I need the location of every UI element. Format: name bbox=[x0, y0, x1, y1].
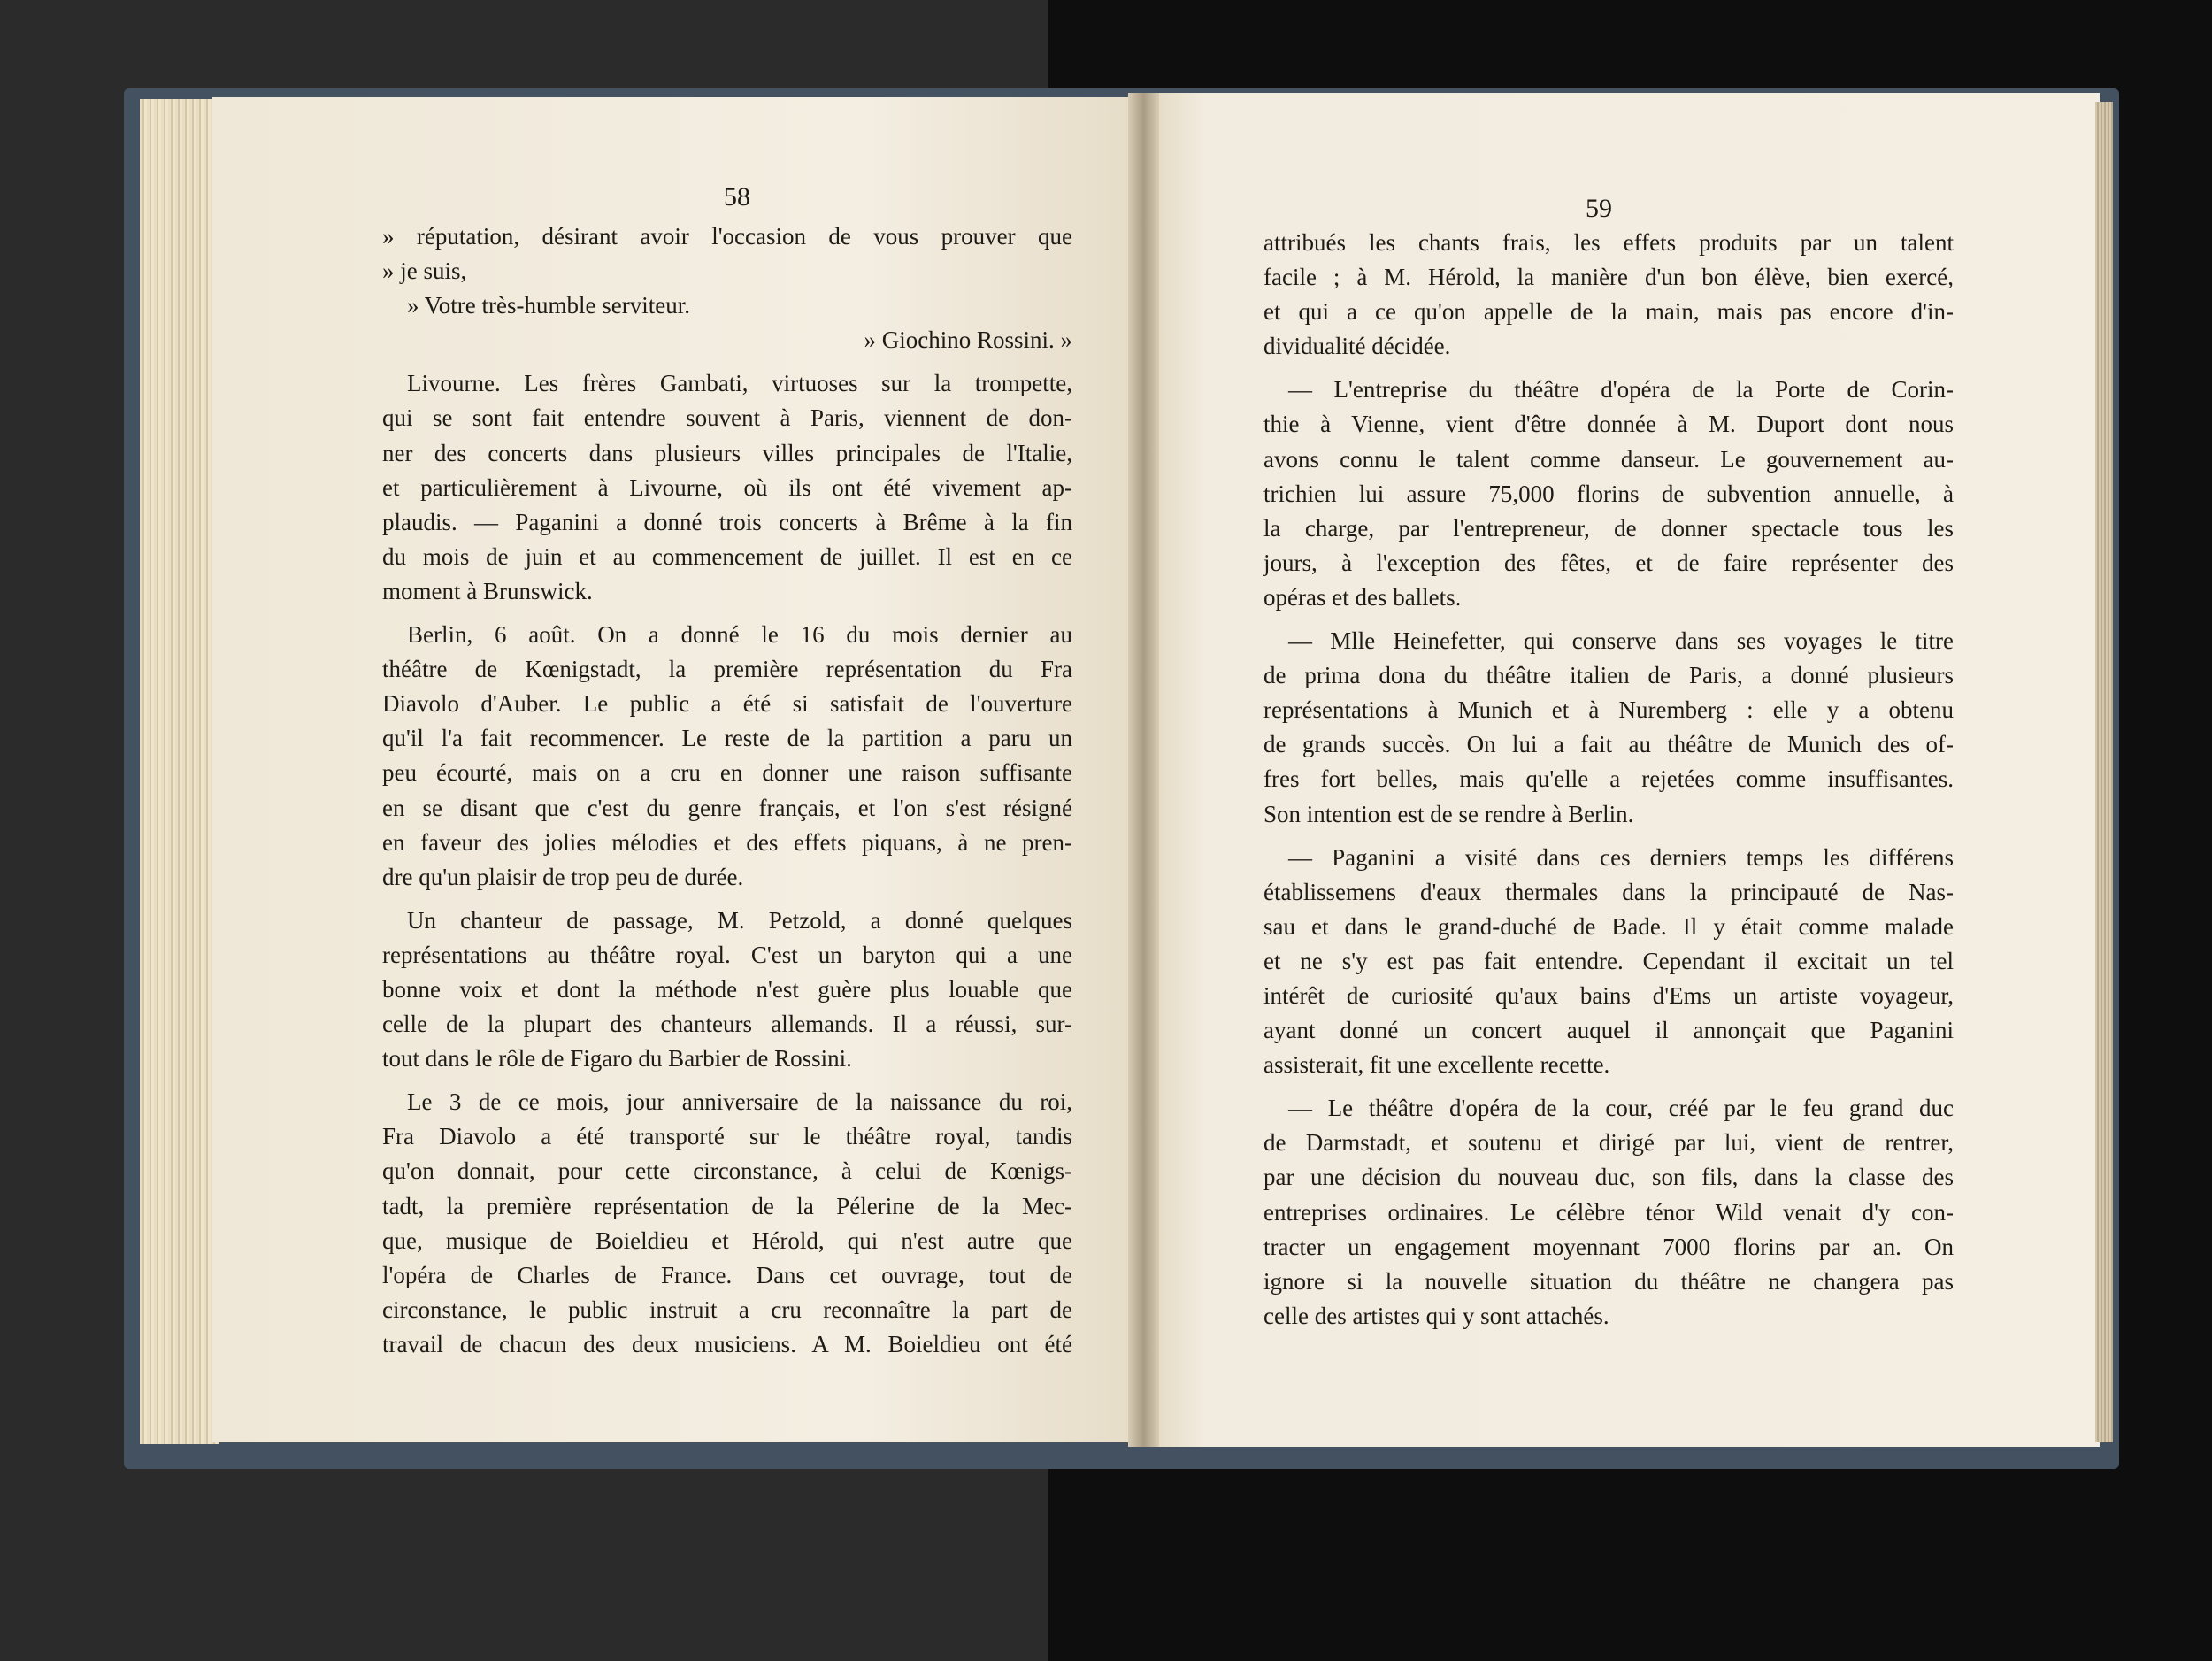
text-line: et ne s'y est pas fait entendre. Cependant il excitait un tel bbox=[1263, 947, 1954, 974]
text-line: la charge, par l'entrepreneur, de donner spectacle tous les bbox=[1263, 514, 1954, 542]
text-line: plaudis. — Paganini a donné trois concerts à Brême à la fin bbox=[382, 508, 1072, 535]
book-gutter bbox=[1128, 93, 1159, 1447]
left-page-number: 58 bbox=[724, 182, 750, 211]
text-line: celle des artistes qui y sont attachés. bbox=[1263, 1302, 1609, 1329]
text-line: sau et dans le grand-duché de Bade. Il y était comme malade bbox=[1263, 912, 1954, 940]
text-line: en faveur des jolies mélodies et des effets piquans, à ne pren- bbox=[382, 828, 1072, 856]
text-line: moment à Brunswick. bbox=[382, 577, 593, 604]
text-line: de prima dona du théâtre italien de Paris, a donné plusieurs bbox=[1263, 662, 1954, 689]
text-line: qu'on donnait, pour cette circonstance, à celui de Kœnigs- bbox=[382, 1157, 1072, 1185]
text-line: représentations au théâtre royal. C'est un baryton qui a une bbox=[382, 941, 1072, 968]
text-line: entreprises ordinaires. Le célèbre ténor Wild venait d'y con- bbox=[1263, 1198, 1954, 1226]
text-line: établissemens d'eaux thermales dans la principauté de Nas- bbox=[1263, 878, 1954, 905]
text-line: jours, à l'exception des fêtes, et de faire représenter des bbox=[1263, 549, 1954, 576]
text-line: Fra Diavolo a été transporté sur le théâtre royal, tandis bbox=[382, 1123, 1072, 1150]
text-line: facile ; à M. Hérold, la manière d'un bon élève, bien exercé, bbox=[1263, 264, 1954, 291]
text-line: que, musique de Boieldieu et Hérold, qui n'est autre que bbox=[382, 1227, 1072, 1254]
text-line: travail de chacun des deux musiciens. A M. Boieldieu ont été bbox=[382, 1330, 1072, 1357]
text-line: trichien lui assure 75,000 florins de subvention annuelle, à bbox=[1263, 480, 1954, 507]
left-page-text bbox=[382, 219, 1072, 1362]
text-line: — Le théâtre d'opéra de la cour, créé par le feu grand duc bbox=[1288, 1095, 1954, 1122]
text-line: — Mlle Heinefetter, qui conserve dans ses voyages le titre bbox=[1288, 627, 1954, 655]
text-line: — L'entreprise du théâtre d'opéra de la Porte de Corin- bbox=[1288, 376, 1954, 404]
text-line: tadt, la première représentation de la Pélerine de la Mec- bbox=[382, 1192, 1072, 1219]
text-line: et particulièrement à Livourne, où ils ont été vivement ap- bbox=[382, 473, 1072, 501]
right-page-number: 59 bbox=[1586, 194, 1612, 223]
text-line: avons connu le talent comme danseur. Le gouvernement au- bbox=[1263, 445, 1954, 473]
text-line: attribués les chants frais, les effets produits par un talent bbox=[1263, 229, 1954, 256]
text-line: Berlin, 6 août. On a donné le 16 du mois dernier au bbox=[407, 621, 1072, 649]
text-line: Son intention est de se rendre à Berlin. bbox=[1263, 800, 1634, 827]
text-line: » Votre très-humble serviteur. bbox=[407, 292, 690, 319]
text-line: assisterait, fit une excellente recette. bbox=[1263, 1051, 1610, 1079]
text-line: ner des concerts dans plusieurs villes principales de l'Italie, bbox=[382, 439, 1072, 466]
text-line: Un chanteur de passage, M. Petzold, a donné quelques bbox=[407, 906, 1072, 934]
text-line: théâtre de Kœnigstadt, la première représentation du Fra bbox=[382, 656, 1072, 683]
text-line: Livourne. Les frères Gambati, virtuoses sur la trompette, bbox=[407, 370, 1072, 397]
page-edges-right bbox=[2095, 102, 2113, 1442]
text-line: » je suis, bbox=[382, 258, 467, 285]
text-line: de Darmstadt, et soutenu et dirigé par lui, vient de rentrer, bbox=[1263, 1129, 1954, 1157]
text-line: — Paganini a visité dans ces derniers temps les différens bbox=[1288, 843, 1954, 871]
text-line: tracter un engagement moyennant 7000 florins par an. On bbox=[1263, 1233, 1954, 1260]
text-line: peu écourté, mais on a cru en donner une raison suffisante bbox=[382, 759, 1072, 787]
text-line: thie à Vienne, vient d'être donnée à M. Duport dont nous bbox=[1263, 411, 1954, 438]
text-line: l'opéra de Charles de France. Dans cet ouvrage, tout de bbox=[382, 1261, 1072, 1288]
right-page-text bbox=[1263, 226, 1954, 1334]
signature-line: » Giochino Rossini. » bbox=[864, 327, 1072, 354]
text-line: dre qu'un plaisir de trop peu de durée. bbox=[382, 863, 744, 890]
text-line: par une décision du nouveau duc, son fils, dans la classe des bbox=[1263, 1164, 1954, 1191]
text-line: qui se sont fait entendre souvent à Paris, viennent de don- bbox=[382, 404, 1072, 432]
text-line: en se disant que c'est du genre français, et l'on s'est résigné bbox=[382, 794, 1072, 821]
text-line: ayant donné un concert auquel il annonçait que Paganini bbox=[1263, 1017, 1954, 1044]
text-line: tout dans le rôle de Figaro du Barbier de Rossini. bbox=[382, 1045, 852, 1073]
text-line: représentations à Munich et à Nuremberg : elle y a obtenu bbox=[1263, 696, 1954, 724]
text-line: opéras et des ballets. bbox=[1263, 583, 1462, 611]
text-line: du mois de juin et au commencement de juillet. Il est en ce bbox=[382, 542, 1072, 570]
text-line: bonne voix et dont la méthode n'est guère plus louable que bbox=[382, 975, 1072, 1003]
page-edges-left bbox=[140, 99, 219, 1444]
text-line: ignore si la nouvelle situation du théâtre ne changera pas bbox=[1263, 1267, 1954, 1295]
text-line: intérêt de curiosité qu'aux bains d'Ems un artiste voyageur, bbox=[1263, 981, 1954, 1009]
text-line: Diavolo d'Auber. Le public a été si satisfait de l'ouverture bbox=[382, 690, 1072, 718]
text-line: fres fort belles, mais qu'elle a rejetées comme insuffisantes. bbox=[1263, 765, 1954, 793]
text-line: de grands succès. On lui a fait au théâtre de Munich des of- bbox=[1263, 731, 1954, 758]
text-line: qu'il l'a fait recommencer. Le reste de la partition a paru un bbox=[382, 725, 1072, 752]
text-line: » réputation, désirant avoir l'occasion de vous prouver que bbox=[382, 223, 1072, 250]
text-line: Le 3 de ce mois, jour anniversaire de la naissance du roi, bbox=[407, 1088, 1072, 1116]
text-line: dividualité décidée. bbox=[1263, 333, 1451, 360]
text-line: celle de la plupart des chanteurs allemands. Il a réussi, sur- bbox=[382, 1011, 1072, 1038]
text-line: et qui a ce qu'on appelle de la main, mais pas encore d'in- bbox=[1263, 298, 1954, 326]
text-line: circonstance, le public instruit a cru reconnaître la part de bbox=[382, 1296, 1072, 1323]
